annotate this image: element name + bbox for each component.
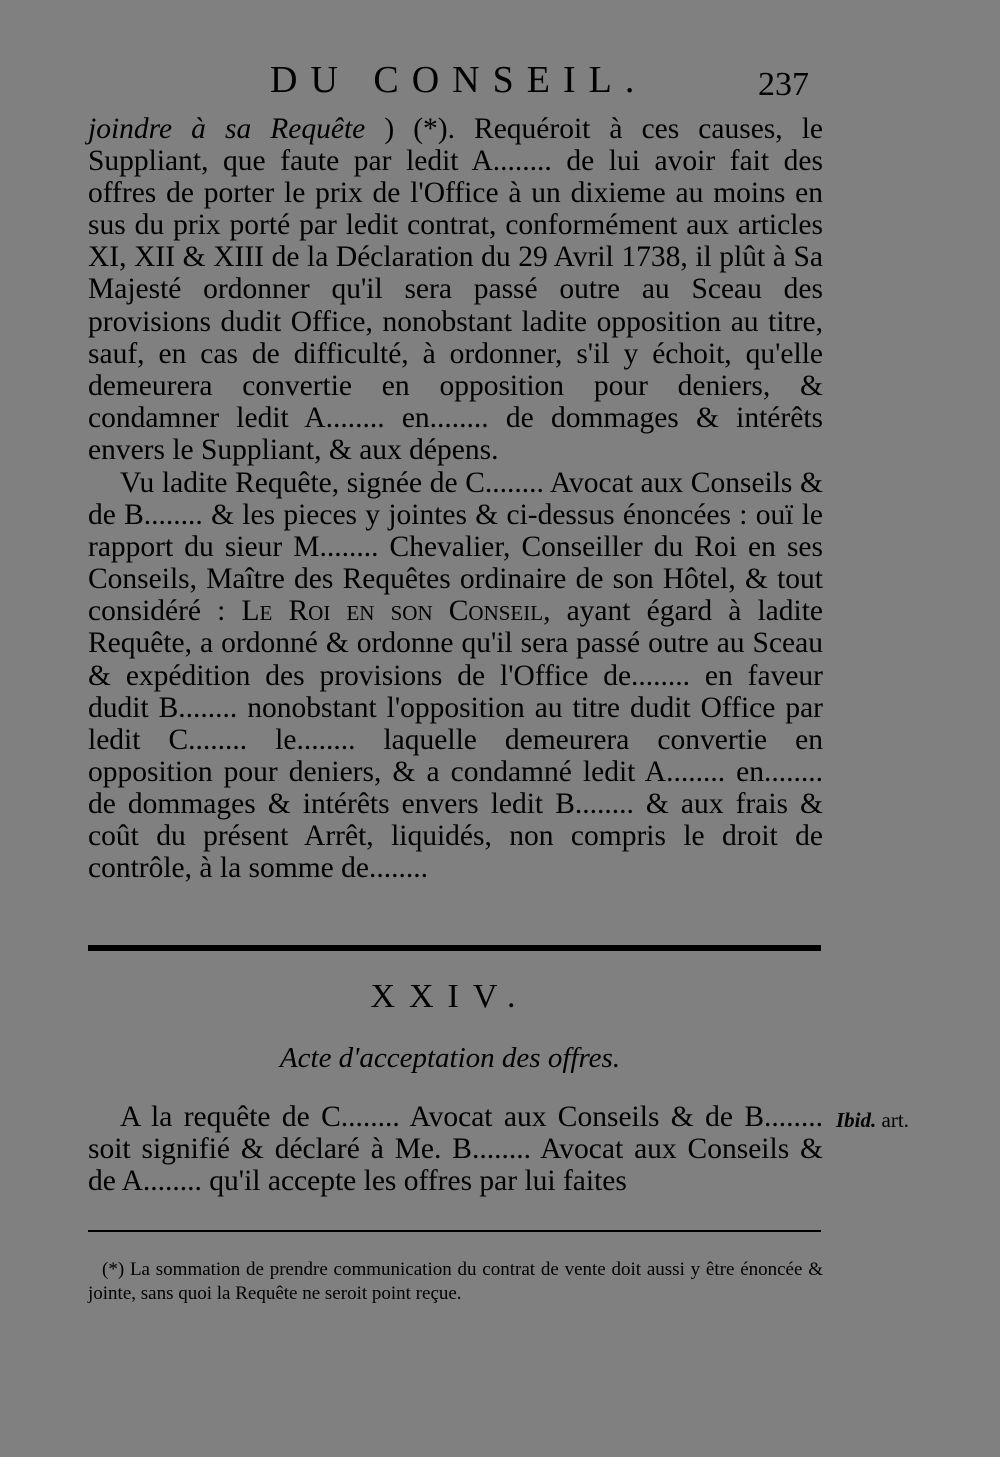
section-divider-rule (88, 945, 821, 951)
footnote-rule (88, 1230, 821, 1232)
paragraph-text-before: Vu ladite Requête, signée de C........ Avocat aux Conseils & de B........ & les pieces y jointes & ci-dessus énoncées : ouï le rapport du sieur M........ Chevalier, Conseiller du Roi en ses Conseils, Maître des Requêtes ordinaire de son Hôtel, & tout considéré : (88, 467, 823, 628)
running-header: DU CONSEIL. (270, 59, 648, 101)
paragraph-text: A la requête de C........ Avocat aux Conseils & de B........ soit signifié & déclaré à Me. B........ Avocat aux Conseils & de A........ qu'il accepte les offres par lui faites (88, 1101, 823, 1198)
paragraph-arret (88, 467, 823, 884)
paragraph-text-after: ayant égard à ladite Requête, a ordonné & ordonne qu'il sera passé outre au Sceau & expédition des provisions de l'Office de........ en faveur dudit B........ nonobstant l'opposition au titre dudit Office par ledit C........ le........ laquelle demeurera convertie en opposition pour deniers, & a condamné ledit A........ en........ de dommages & intérêts envers ledit B........ & aux frais & coût du présent Arrêt, liquidés, non compris le droit de contrôle, à la somme de........ (88, 595, 824, 885)
paragraph-text: ) (*). Requéroit à ces causes, le Suppliant, que faute par ledit A........ de lui avoir fait des offres de porter le prix de l'Office à un dixieme au moins en sus du prix porté par ledit contrat, conformément aux articles XI, XII & XIII de la Déclaration du 29 Avril 1738, il plût à Sa Majesté ordonner qu'il sera passé outre au Sceau des provisions dudit Office, nonobstant ladite opposition au titre, sauf, en cas de difficulté, à ordonner, s'il y échoit, qu'elle demeurera convertie en opposition pour deniers, & condamner ledit A........ en........ de dommages & intérêts envers le Suppliant, & aux dépens. (88, 113, 823, 466)
margin-note-ibid: Ibid. (836, 1108, 877, 1132)
paragraph-acceptation (88, 1101, 823, 1197)
margin-note (836, 1108, 909, 1133)
margin-note-art: art. (881, 1108, 909, 1132)
footnote-text: (*) La sommation de prendre communication du contrat de vente doit aussi y être énoncée & jointe, sans quoi la Requête ne seroit point reçue. (88, 1259, 823, 1304)
page-number: 237 (758, 66, 809, 103)
italic-phrase: joindre à sa Requête (88, 113, 366, 145)
footnote (88, 1258, 823, 1306)
section-title: Acte d'acceptation des offres. (279, 1042, 621, 1074)
le-roi-en-son-conseil: Le Roi en son Conseil, (241, 595, 551, 628)
section-number: XXIV. (370, 978, 530, 1015)
paragraph-requete (88, 113, 823, 466)
